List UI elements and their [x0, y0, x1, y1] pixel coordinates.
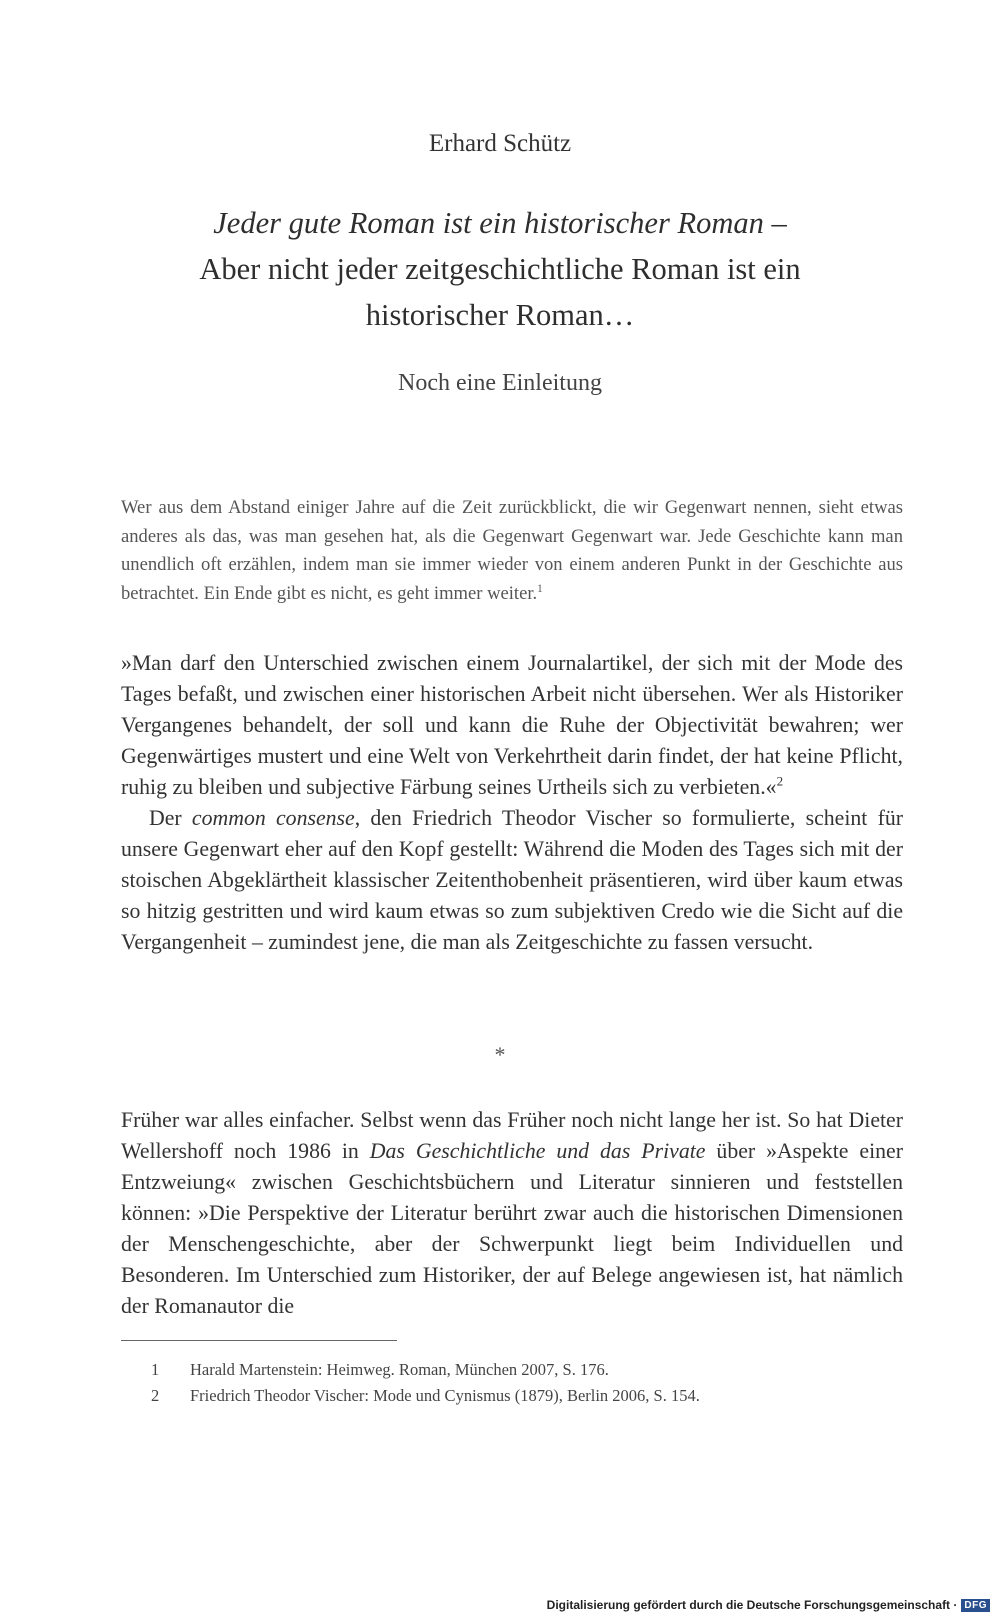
- footnote-divider: [121, 1340, 397, 1341]
- epigraph-text: Wer aus dem Abstand einiger Jahre auf die Zeit zurückblickt, die wir Gegenwart nennen, sieht etwas anderes als das, was man gesehen hat, als die Gegenwart Gegenwart war. Jede Geschichte kann man unendlich oft erzählen, indem man sie immer wieder von einem anderen Punkt in der Geschichte aus betrachtet. Ein Ende gibt es nicht, es geht immer weiter.: [121, 497, 903, 604]
- title-line-1: Jeder gute Roman ist ein historischer Roman –: [213, 206, 787, 240]
- footnote-ref-2: 2: [776, 773, 784, 789]
- title-line-2: Aber nicht jeder zeitgeschichtliche Roman ist ein: [199, 252, 801, 286]
- paragraph-2-part-2: über »Aspekte einer Entzweiung« zwischen Geschichtsbüchern und Literatur sinnieren und feststellen können: »Die Perspektive der Literatur berührt zwar auch die historischen Dimensionen der Menschengeschichte, aber der Schwerpunkt liegt beim Individuellen und Besonderen. Im Unterschied zum Historiker, der auf Belege angewiesen ist, hat nämlich der Romanautor die: [121, 1139, 903, 1318]
- epigraph: [121, 494, 903, 608]
- chapter-title: [100, 200, 900, 338]
- dfg-logo: DFG: [961, 1599, 990, 1612]
- chapter-subtitle: Noch eine Einleitung: [398, 370, 602, 396]
- paragraph-1-part-1: Der: [149, 806, 192, 830]
- opening-quote: [121, 648, 903, 958]
- footnote-number: 2: [151, 1386, 160, 1405]
- author-name: Erhard Schütz: [428, 130, 572, 157]
- section-separator: *: [494, 1042, 506, 1067]
- paragraph-1: [121, 803, 903, 958]
- funding-notice: [547, 1598, 990, 1612]
- quote-text: »Man darf den Unterschied zwischen einem Journalartikel, der sich mit der Mode des Tages befaßt, und zwischen einer historischen Arbeit nicht übersehen. Wer als Historiker Vergangenes behandelt, der soll und kann die Ruhe der Objectivität bewahren; wer Gegenwärtiges mustert und eine Welt von Verkehrtheit darin findet, der hat keine Pflicht, ruhig zu bleiben und subjective Färbung seines Urtheils sich zu verbieten.«: [121, 651, 903, 799]
- footnote-text: Friedrich Theodor Vischer: Mode und Cynismus (1879), Berlin 2006, S. 154.: [190, 1386, 700, 1405]
- paragraph-2-part-1: Früher war alles einfacher. Selbst wenn das Früher noch nicht lange her ist. So hat Dieter Wellershoff noch 1986 in: [121, 1108, 903, 1163]
- footnote: [121, 1383, 903, 1409]
- paragraph-1-italic: common consense: [191, 806, 355, 830]
- funding-notice-text: Digitalisierung gefördert durch die Deutsche Forschungsgemeinschaft ·: [546, 1598, 958, 1612]
- footnote-text: Harald Martenstein: Heimweg. Roman, München 2007, S. 176.: [190, 1360, 609, 1379]
- paragraph-2: [121, 1105, 903, 1322]
- footnote: [121, 1357, 903, 1383]
- paragraph-1-part-2: , den Friedrich Theodor Vischer so formulierte, scheint für unsere Gegenwart eher auf den Kopf gestellt: Während die Moden des Tages sich mit der stoischen Abgeklärtheit klassischer Zeitenthobenheit präsentieren, wird über kaum etwas so hitzig gestritten und wird kaum etwas so zum subjektiven Credo wie die Sicht auf die Vergangenheit – zumindest jene, die man als Zeitgeschichte zu fassen versucht.: [121, 806, 903, 954]
- footnote-number: 1: [151, 1360, 160, 1379]
- footnote-ref-1: 1: [537, 582, 543, 595]
- paragraph-2-italic: Das Geschichtliche und das Private: [369, 1139, 706, 1163]
- title-line-3: historischer Roman…: [365, 298, 635, 332]
- footnotes: [121, 1357, 903, 1409]
